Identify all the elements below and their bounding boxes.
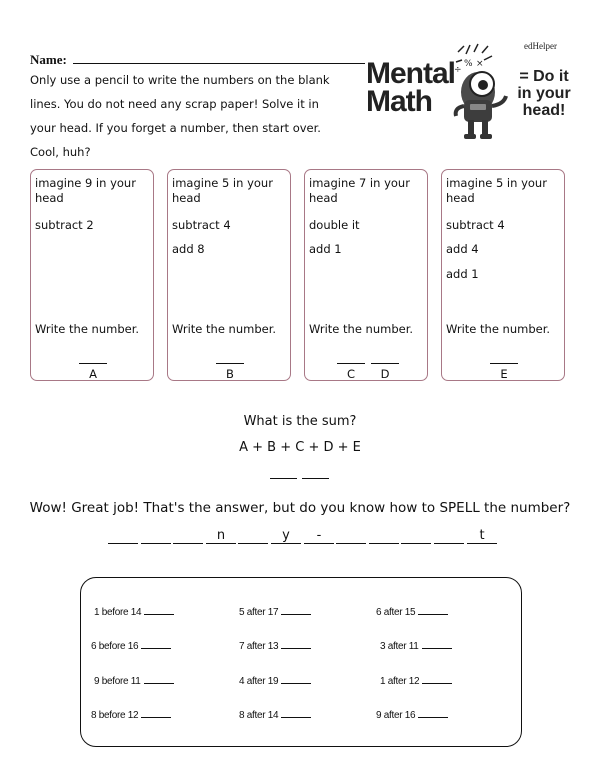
- practice-item[interactable]: 1 after 12: [380, 675, 452, 687]
- practice-item[interactable]: 9 before 11: [94, 675, 174, 687]
- card-step: subtract 4: [172, 218, 231, 232]
- write-number-label: Write the number.: [35, 322, 140, 336]
- write-number-label: Write the number.: [172, 322, 277, 336]
- card-step: imagine 5 in your head: [446, 176, 547, 205]
- answer-blank-e[interactable]: [490, 363, 518, 364]
- problem-card-cd: [304, 169, 428, 381]
- spell-blank[interactable]: [336, 543, 366, 544]
- logo-tag-line1: = Do it: [519, 68, 569, 85]
- problem-card-e: [441, 169, 565, 381]
- sum-blank-1[interactable]: [270, 478, 297, 479]
- card-step: imagine 5 in your head: [172, 176, 273, 205]
- practice-item[interactable]: 7 after 13: [239, 640, 311, 652]
- card-step: subtract 2: [35, 218, 94, 232]
- write-number-label: Write the number.: [446, 322, 551, 336]
- practice-item[interactable]: 6 after 15: [376, 606, 448, 618]
- answer-letter: B: [226, 367, 234, 381]
- answer-blank-b[interactable]: [216, 363, 244, 364]
- spell-letter: t: [479, 528, 485, 543]
- card-step: imagine 9 in your head: [35, 176, 136, 205]
- answer-letter: E: [500, 367, 508, 381]
- logo-tag-line3: head!: [522, 102, 566, 119]
- spell-blank[interactable]: [206, 543, 236, 544]
- card-step: subtract 4: [446, 218, 505, 232]
- logo-title-line2: Math: [366, 85, 432, 118]
- svg-text:×: ×: [476, 59, 484, 69]
- practice-item[interactable]: 4 after 19: [239, 675, 311, 687]
- svg-text:%: %: [464, 59, 473, 69]
- answer-blank-c[interactable]: [337, 363, 365, 364]
- answer-letter: D: [380, 367, 390, 381]
- instructions: Only use a pencil to write the numbers on the blank lines. You do not need any scrap paper! Solve it in your head. If you forget a number, then start over. Cool, huh?: [30, 73, 330, 159]
- name-label: Name:: [30, 52, 67, 67]
- spell-blank[interactable]: [173, 543, 203, 544]
- spell-blank[interactable]: [108, 543, 138, 544]
- card-step: add 1: [446, 267, 479, 281]
- sum-question: What is the sum?: [243, 414, 357, 429]
- spell-blank[interactable]: [304, 543, 334, 544]
- logo-tag-line2: in your: [517, 85, 571, 102]
- card-step: add 1: [309, 242, 342, 256]
- monster-logo-icon: [448, 42, 514, 144]
- logo-title-line1: Mental: [366, 57, 456, 90]
- card-step: double it: [309, 218, 360, 232]
- spell-blank[interactable]: [238, 543, 268, 544]
- svg-text:÷: ÷: [454, 65, 462, 75]
- practice-item[interactable]: 5 after 17: [239, 606, 311, 618]
- write-number-label: Write the number.: [309, 322, 414, 336]
- practice-item[interactable]: 8 after 14: [239, 709, 311, 721]
- sum-blank-2[interactable]: [302, 478, 329, 479]
- spell-letter: -: [316, 528, 322, 543]
- practice-item[interactable]: 1 before 14: [94, 606, 174, 618]
- spell-letter: y: [282, 528, 290, 543]
- logo-title: [366, 57, 456, 118]
- spell-blank[interactable]: [271, 543, 301, 544]
- answer-blank-a[interactable]: [79, 363, 107, 364]
- practice-item[interactable]: 8 before 12: [91, 709, 171, 721]
- logo-tagline: [514, 68, 574, 119]
- answer-blank-d[interactable]: [371, 363, 399, 364]
- spell-blank[interactable]: [141, 543, 171, 544]
- spell-letter: n: [216, 528, 226, 543]
- problem-card-a: [30, 169, 154, 381]
- practice-item[interactable]: 3 after 11: [380, 640, 452, 652]
- name-field: [30, 52, 365, 68]
- spell-blank[interactable]: [369, 543, 399, 544]
- spell-blank[interactable]: [434, 543, 464, 544]
- spell-blank[interactable]: [401, 543, 431, 544]
- answer-letter: C: [346, 367, 356, 381]
- sum-expression: A + B + C + D + E: [239, 440, 361, 455]
- practice-item[interactable]: 6 before 16: [91, 640, 171, 652]
- practice-item[interactable]: 9 after 16: [376, 709, 448, 721]
- card-step: imagine 7 in your head: [309, 176, 410, 205]
- spell-prompt: Wow! Great job! That's the answer, but do you know how to SPELL the number?: [29, 500, 571, 516]
- name-blank[interactable]: [73, 52, 365, 64]
- practice-box: [80, 577, 522, 747]
- answer-letter: A: [89, 367, 97, 381]
- card-step: add 8: [172, 242, 205, 256]
- card-step: add 4: [446, 242, 479, 256]
- brand-label: edHelper: [524, 41, 557, 51]
- problem-card-b: [167, 169, 291, 381]
- spell-blank[interactable]: [467, 543, 497, 544]
